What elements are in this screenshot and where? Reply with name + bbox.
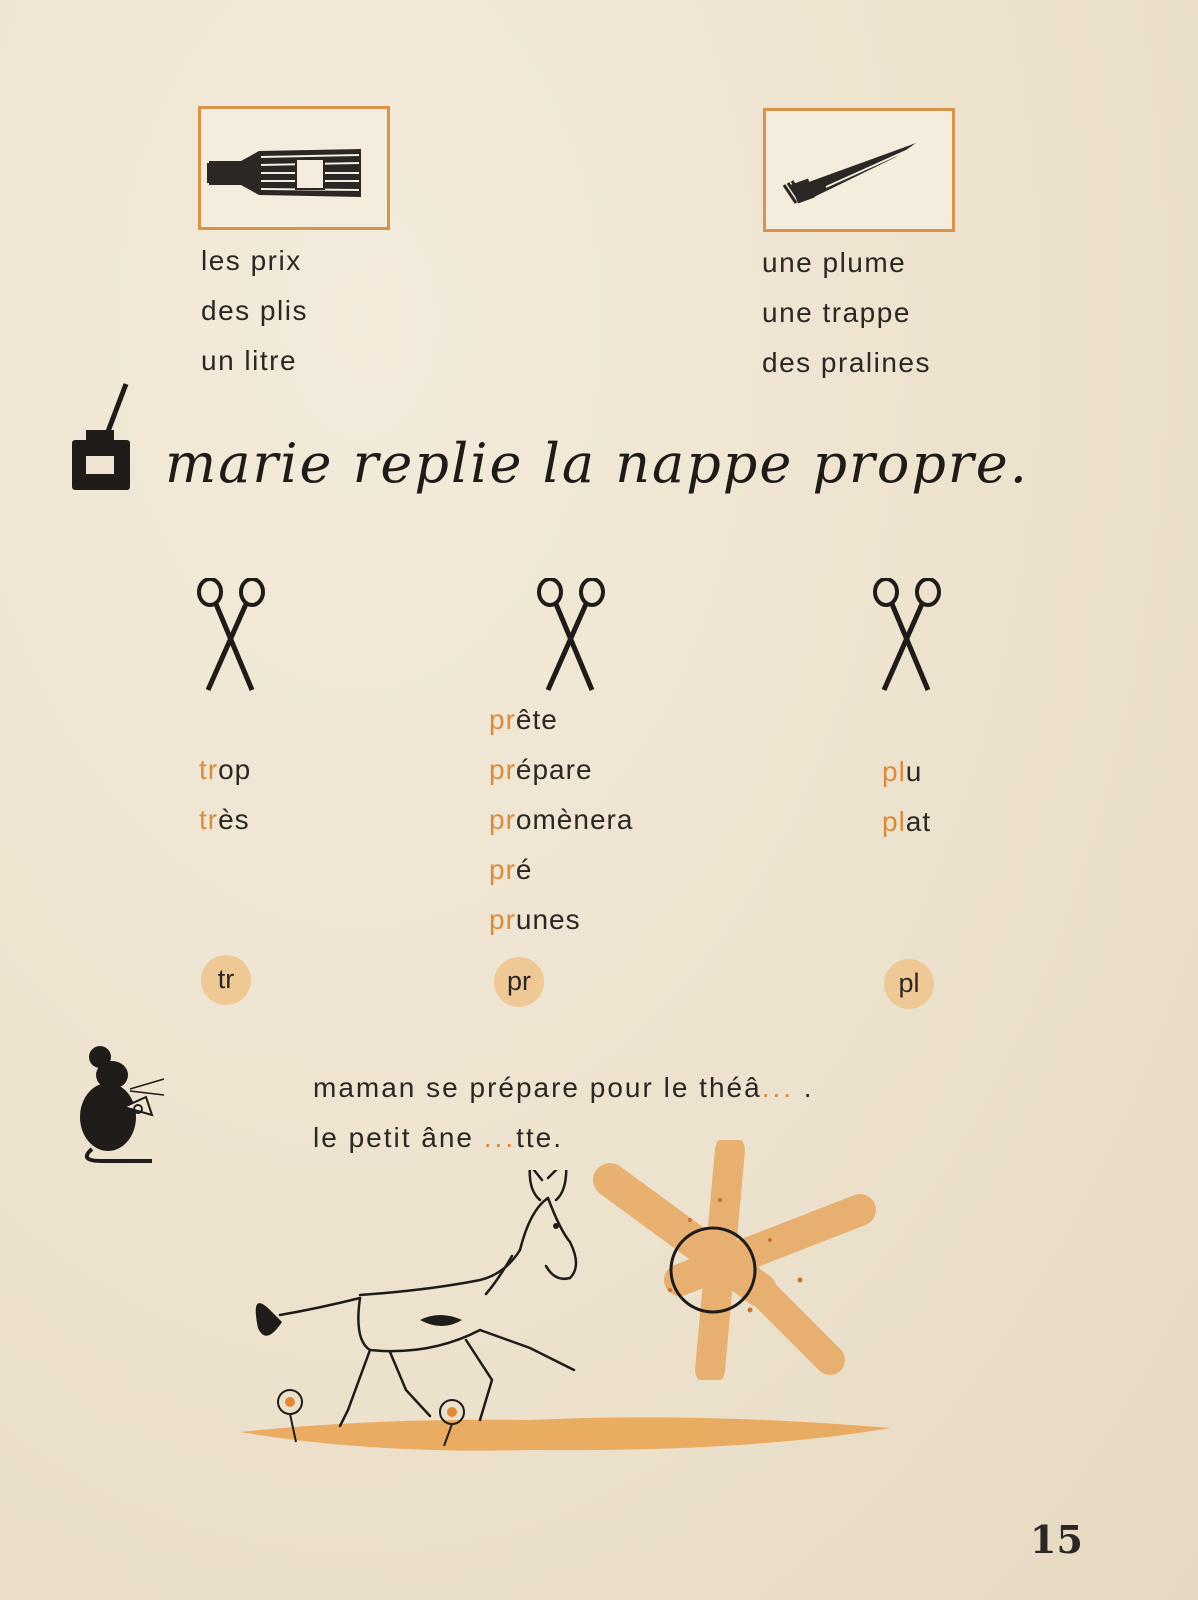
brush-picture-box xyxy=(763,108,955,232)
word-rest: épare xyxy=(515,754,593,785)
list-item: un litre xyxy=(201,345,298,376)
word-rest: u xyxy=(905,756,923,787)
word-rest: ès xyxy=(218,804,250,835)
scissors-icon xyxy=(868,578,948,694)
donkey-illustration xyxy=(230,1170,910,1460)
word-prefix: pr xyxy=(489,904,516,935)
mouse-icon xyxy=(72,1045,172,1165)
picture-words-left xyxy=(201,236,308,386)
word-prefix: pl xyxy=(882,806,906,837)
list-item xyxy=(489,695,633,745)
scissors-icon xyxy=(532,578,612,694)
word-rest: ête xyxy=(515,704,558,735)
list-item: une trappe xyxy=(762,297,911,328)
list-item: une plume xyxy=(762,247,907,278)
bottle-icon xyxy=(201,109,387,227)
fill-in-line xyxy=(313,1063,814,1113)
word-rest: op xyxy=(218,754,252,785)
word-prefix: pr xyxy=(489,754,516,785)
cursive-sentence: marie replie la nappe propre. xyxy=(165,432,1029,495)
fill-in-end: . xyxy=(794,1072,814,1103)
word-rest: é xyxy=(515,854,533,885)
badge-pr: pr xyxy=(494,957,544,1007)
list-item: des pralines xyxy=(762,347,931,378)
list-item xyxy=(489,895,633,945)
page-number: 15 xyxy=(1030,1517,1083,1562)
word-prefix: pr xyxy=(489,704,516,735)
word-prefix: pr xyxy=(489,804,516,835)
word-prefix: tr xyxy=(199,754,219,785)
fill-in-text: le petit âne xyxy=(313,1122,484,1153)
word-prefix: pl xyxy=(882,756,906,787)
list-item xyxy=(489,795,633,845)
list-item xyxy=(489,845,633,895)
word-rest: omènera xyxy=(515,804,634,835)
badge-tr: tr xyxy=(201,955,251,1005)
ink-bottle-icon xyxy=(68,380,134,495)
badge-pl: pl xyxy=(884,959,934,1009)
column-pr xyxy=(489,695,633,945)
list-item xyxy=(882,747,931,797)
word-rest: unes xyxy=(515,904,581,935)
word-prefix: tr xyxy=(199,804,219,835)
list-item xyxy=(882,797,931,847)
list-item xyxy=(199,745,251,795)
picture-words-right xyxy=(762,238,931,388)
column-pl xyxy=(882,747,931,847)
word-rest: at xyxy=(905,806,932,837)
fill-in-blank: ... xyxy=(761,1072,795,1103)
list-item xyxy=(489,745,633,795)
list-item: les prix xyxy=(201,245,302,276)
paintbrush-icon xyxy=(766,111,952,229)
scissors-icon xyxy=(192,578,272,694)
list-item xyxy=(199,795,251,845)
column-tr xyxy=(199,745,251,845)
fill-in-text: maman se prépare pour le théâ xyxy=(313,1072,762,1103)
list-item: des plis xyxy=(201,295,308,326)
fill-in-blank: ... xyxy=(483,1122,517,1153)
bottle-picture-box xyxy=(198,106,390,230)
word-prefix: pr xyxy=(489,854,516,885)
fill-in-end: tte. xyxy=(516,1122,564,1153)
